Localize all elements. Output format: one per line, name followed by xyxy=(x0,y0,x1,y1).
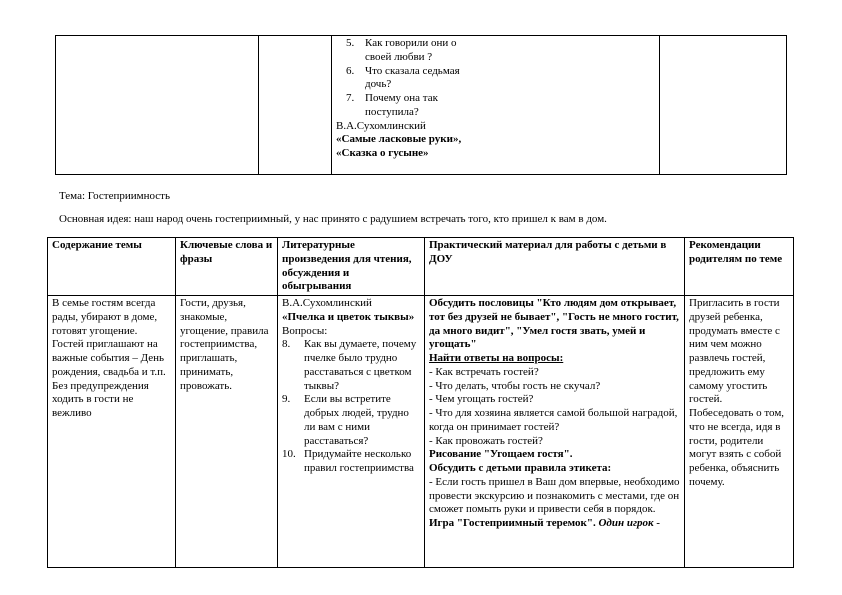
list-number: 8. xyxy=(282,338,291,351)
keywords-text: Гости, друзья, знакомые, угощение, правила гостеприимства, приглашать, принимать, провожать. xyxy=(180,297,269,392)
question-list xyxy=(346,37,484,120)
cell-parent-recommendations xyxy=(685,296,794,568)
table-body-row xyxy=(48,296,794,568)
header-parent-recommendations: Рекомендации родителям по теме xyxy=(685,238,794,296)
game-title: Игра "Гостеприимный теремок". xyxy=(429,517,596,529)
game-line xyxy=(429,517,680,531)
list-number: 10. xyxy=(282,448,296,461)
etiquette-text: - Если гость пришел в Ваш дом впервые, необходимо провести экскурсию и познакомить с местами, где он сможет помыть руки и привести себя в порядок. xyxy=(429,475,680,516)
list-text: Придумайте несколько правил гостеприимства xyxy=(304,448,414,474)
list-text: Если вы встретите добрых людей, трудно ли вам с ними расставаться? xyxy=(304,393,409,447)
author-name: В.А.Сухомлинский xyxy=(282,297,372,309)
list-text: Как вы думаете, почему пчелке было трудно расставаться с цветком тыквы? xyxy=(304,338,417,392)
paragraph: Пригласить в гости друзей ребенка, продумать вместе с ним чем можно развлечь гостей, предложить ему самому угостить гостей. xyxy=(689,297,780,406)
game-note: Один игрок - xyxy=(598,517,660,529)
list-item xyxy=(282,393,420,448)
empty-cell xyxy=(56,36,259,175)
paragraph: Побеседовать о том, что не всегда, идя в гости, родители могут взять с собой ребенка, объяснить почему. xyxy=(689,407,785,488)
list-number: 6. xyxy=(346,64,355,77)
etiquette-label: Обсудить с детьми правила этикета: xyxy=(429,462,612,474)
lesson-plan-table xyxy=(47,237,794,568)
question-line: - Что делать, чтобы гость не скучал? xyxy=(429,379,601,392)
list-number: 9. xyxy=(282,393,291,406)
question-line: - Как провожать гостей? xyxy=(429,434,543,447)
cell-content-block xyxy=(336,37,484,161)
theme-label: Тема: Гостеприимность xyxy=(59,190,170,202)
main-idea-text: Основная идея: наш народ очень гостеприимный, у нас принято с радушием встречать того, кто пришел к вам в дом. xyxy=(59,213,607,225)
list-item xyxy=(346,65,484,93)
header-keywords: Ключевые слова и фразы xyxy=(176,238,278,296)
question-line: - Что для хозяина является самой большой наградой, когда он принимает гостей? xyxy=(429,407,678,433)
header-content-theme: Содержание темы xyxy=(48,238,176,296)
paragraph: В семье гостям всегда рады, убирают в доме, готовят угощение. xyxy=(52,297,158,337)
cell-literature xyxy=(278,296,425,568)
list-item xyxy=(282,448,420,476)
author-name: В.А.Сухомлинский xyxy=(336,119,426,132)
proverbs-task: Обсудить пословицы "Кто людям дом открывает, тот без друзей не бывает", "Гость не много гостит, да много видит", "Умел гостя звать, умей и угощать" xyxy=(429,297,679,351)
cell-content-block xyxy=(429,297,680,563)
question-line: - Как встречать гостей? xyxy=(429,365,539,378)
list-item xyxy=(346,37,484,65)
cell-content-theme xyxy=(48,296,176,568)
list-text: Что сказала седьмая дочь? xyxy=(365,64,460,91)
list-item xyxy=(282,338,420,393)
literature-questions-cell xyxy=(332,36,660,175)
header-practical-material: Практический материал для работы с детьми в ДОУ xyxy=(425,238,685,296)
empty-cell xyxy=(259,36,332,175)
previous-section-table xyxy=(55,35,787,175)
cell-content-block xyxy=(282,297,420,563)
cell-keywords xyxy=(176,296,278,568)
cell-content-block xyxy=(689,297,789,563)
empty-cell xyxy=(660,36,787,175)
cell-content-block xyxy=(52,297,171,563)
paragraph: Без предупреждения ходить в гости не вежливо xyxy=(52,379,149,419)
paragraph: Гостей приглашают на важные события – День рождения, свадьба и т.п. xyxy=(52,338,166,378)
list-number: 7. xyxy=(346,92,355,104)
question-line: - Чем угощать гостей? xyxy=(429,393,534,406)
drawing-task: Рисование "Угощаем гостя". xyxy=(429,448,573,461)
header-literature: Литературные произведения для чтения, обсуждения и обыгрывания xyxy=(278,238,425,296)
work-title: «Пчелка и цветок тыквы» xyxy=(282,310,415,323)
table-header-row xyxy=(48,238,794,296)
list-item xyxy=(346,92,484,120)
questions-label: Вопросы: xyxy=(282,324,328,337)
work-titles: «Самые ласковые руки», «Сказка о гусыне» xyxy=(336,133,462,159)
list-text: Почему она так поступила? xyxy=(365,92,438,118)
find-answers-label: Найти ответы на вопросы: xyxy=(429,352,564,364)
cell-content-block xyxy=(180,297,273,563)
table-row xyxy=(56,36,787,175)
list-number: 5. xyxy=(346,37,355,49)
list-text: Как говорили они о своей любви ? xyxy=(365,37,457,63)
cell-practical-material xyxy=(425,296,685,568)
